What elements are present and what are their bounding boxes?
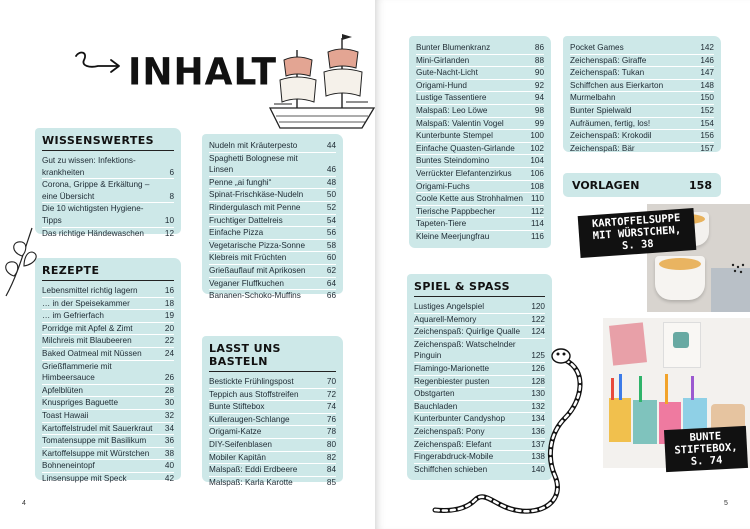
toc-entry-page: 26 <box>164 373 174 383</box>
toc-entry-page: 130 <box>531 389 545 399</box>
toc-entry <box>42 335 174 348</box>
toc-entry <box>209 389 336 402</box>
toc-entry <box>209 252 336 265</box>
toc-entry-title: Zeichenspaß: Bär <box>570 143 635 153</box>
toc-entry <box>42 397 174 410</box>
caption-stiftebox: BUNTE STIFTEBOX, S. 74 <box>664 426 748 472</box>
toc-entry <box>42 155 174 179</box>
toc-entry <box>416 105 544 118</box>
toc-entry <box>570 42 714 55</box>
toc-entry-title: Origami-Fuchs <box>416 181 470 191</box>
toc-entry-title: Obstgarten <box>414 389 455 399</box>
toc-entry-title: Bauchladen <box>414 401 458 411</box>
toc-entry-page: 142 <box>700 43 714 52</box>
toc-entry-page: 22 <box>164 336 174 346</box>
toc-entry-page: 28 <box>164 385 174 395</box>
toc-entry <box>42 323 174 336</box>
toc-entry-page: 40 <box>164 461 174 471</box>
toc-entry <box>42 410 174 423</box>
toc-entry-title: Die 10 wichtigsten Hygiene-Tipps <box>42 204 144 225</box>
toc-entry-title: Aquarell-Memory <box>414 314 477 324</box>
toc-entry-title: Toast Hawaii <box>42 410 89 420</box>
toc-entry-title: Knuspriges Baguette <box>42 398 119 408</box>
toc-entry <box>414 326 545 339</box>
toc-entry <box>209 452 336 465</box>
toc-entry-page: 90 <box>534 68 544 78</box>
toc-entry-page: 46 <box>326 165 336 175</box>
toc-entry <box>42 228 174 240</box>
toc-entry-title: Einfache Pizza <box>209 228 264 238</box>
toc-entry-page: 54 <box>326 215 336 225</box>
snake-doodle-icon <box>415 340 625 520</box>
toc-entry-title: Das richtige Händewaschen <box>42 228 144 238</box>
toc-entry <box>416 206 544 219</box>
toc-entry-title: Grießflammerie mit Himbeersauce <box>42 361 112 383</box>
toc-entry-title: Spaghetti Bolognese mit Linsen <box>209 153 298 175</box>
toc-entry-page: 32 <box>164 410 174 420</box>
toc-entry <box>42 361 174 385</box>
toc-entry-page: 148 <box>700 80 714 90</box>
toc-entry <box>570 92 714 105</box>
toc-entry-page: 38 <box>164 448 174 458</box>
toc-entry-title: Linsensuppe mit Speck <box>42 473 127 483</box>
toc-entry-title: Veganer Fluffkuchen <box>209 278 284 288</box>
toc-entry-title: Gut zu wissen: Infektions-krankheiten <box>42 156 136 177</box>
toc-entry <box>416 92 544 105</box>
toc-entry <box>209 439 336 452</box>
toc-entry-page: 44 <box>326 141 336 150</box>
toc-entry <box>570 143 714 155</box>
toc-entry-title: Murmelbahn <box>570 93 616 103</box>
toc-entry-title: Origami-Hund <box>416 80 467 90</box>
toc-entry <box>42 385 174 398</box>
toc-entry-title: Zeichenspaß: Quirlige Qualle <box>414 327 521 337</box>
toc-entry-page: 125 <box>531 351 545 361</box>
toc-entry-title: Kleine Meerjungfrau <box>416 231 490 241</box>
toc-entry-title: Vegetarische Pizza-Sonne <box>209 240 306 250</box>
toc-entry <box>416 118 544 131</box>
toc-entry-title: Teppich aus Stoffstreifen <box>209 389 299 399</box>
toc-entry-title: Apfelblüten <box>42 385 83 395</box>
toc-entry-title: Kunterbunter Candyshop <box>414 414 506 424</box>
toc-entry-title: Penne „ai funghi“ <box>209 177 272 187</box>
toc-entry <box>42 310 174 323</box>
toc-entry <box>42 473 174 485</box>
toc-entry-title: Bunter Spielwald <box>570 105 632 115</box>
toc-entry-title: Bohneneintopf <box>42 461 95 471</box>
toc-entry-title: Zeichenspaß: Pony <box>414 426 485 436</box>
toc-entry-title: Malspaß: Valentin Vogel <box>416 118 504 128</box>
toc-entry <box>209 278 336 291</box>
toc-entry-title: Milchreis mit Blaubeeren <box>42 336 132 346</box>
toc-entry-page: 100 <box>530 131 544 141</box>
toc-entry-page: 138 <box>531 452 545 462</box>
toc-entry-title: Malspaß: Leo Löwe <box>416 105 488 115</box>
section-heading: SPIEL & SPASS <box>414 280 545 297</box>
toc-entry <box>570 105 714 118</box>
toc-entry <box>416 130 544 143</box>
toc-entry-title: Zeichenspaß: Krokodil <box>570 131 652 141</box>
toc-entry-page: 78 <box>326 427 336 437</box>
toc-entry-page: 104 <box>530 156 544 166</box>
toc-entry-page: 98 <box>534 105 544 115</box>
toc-entry-title: Bunter Blumenkranz <box>416 43 491 52</box>
toc-entry-page: 136 <box>531 426 545 436</box>
toc-entry <box>209 240 336 253</box>
toc-list <box>416 42 544 243</box>
right-page <box>375 0 750 529</box>
section-rezepte-continued <box>202 134 343 301</box>
section-basteln-continued <box>409 36 551 248</box>
toc-entry-page: 72 <box>326 389 336 399</box>
toc-entry-page: 8 <box>169 191 174 201</box>
section-spiel-spass-continued <box>563 36 721 152</box>
toc-entry-title: Mini-Girlanden <box>416 55 470 65</box>
section-heading: REZEPTE <box>42 264 174 281</box>
leaf-doodle-icon <box>2 222 44 300</box>
toc-entry-page: 34 <box>164 423 174 433</box>
toc-entry-title: Tapeten-Tiere <box>416 219 467 229</box>
toc-entry <box>416 181 544 194</box>
toc-entry-page: 114 <box>530 219 544 229</box>
toc-entry <box>416 218 544 231</box>
page-number-left: 4 <box>22 500 26 507</box>
toc-entry-title: Tierische Pappbecher <box>416 206 496 216</box>
toc-entry <box>209 376 336 389</box>
toc-entry-page: 106 <box>530 168 544 178</box>
toc-entry-page: 62 <box>326 265 336 275</box>
toc-entry-page: 128 <box>531 376 545 386</box>
toc-entry-page: 70 <box>326 377 336 386</box>
toc-entry-page: 30 <box>164 398 174 408</box>
toc-entry-page: 126 <box>531 363 545 373</box>
arrow-doodle-icon <box>74 48 124 78</box>
dots-doodle-icon <box>730 262 748 276</box>
toc-entry-page: 56 <box>326 228 336 238</box>
toc-entry-page: 58 <box>326 240 336 250</box>
toc-entry <box>416 55 544 68</box>
toc-entry-page: 86 <box>534 43 544 52</box>
toc-entry-title: Pocket Games <box>570 43 624 52</box>
toc-entry <box>209 140 336 153</box>
toc-entry-page: 48 <box>326 177 336 187</box>
toc-entry-title: Coole Kette aus Strohhalmen <box>416 194 523 204</box>
toc-list <box>570 42 714 154</box>
toc-entry-page: 74 <box>326 402 336 412</box>
toc-entry-title: Bunte Stiftebox <box>209 402 265 412</box>
page-number-right: 5 <box>724 500 728 507</box>
toc-entry-title: Flamingo-Marionette <box>414 363 490 373</box>
toc-entry <box>416 42 544 55</box>
toc-entry-page: 99 <box>534 118 544 128</box>
toc-entry-title: Baked Oatmeal mit Nüssen <box>42 348 142 358</box>
toc-entry-title: … in der Speisekammer <box>42 298 130 308</box>
toc-list <box>42 155 174 239</box>
section-rezepte <box>35 258 181 483</box>
toc-entry-title: Zeichenspaß: Giraffe <box>570 55 647 65</box>
toc-entry <box>209 464 336 477</box>
toc-entry-page: 82 <box>326 452 336 462</box>
toc-entry-title: Kunterbunte Stempel <box>416 131 493 141</box>
toc-entry-title: Zeichenspaß: Elefant <box>414 439 492 449</box>
toc-entry <box>42 203 174 227</box>
toc-entry-title: Fingerabdruck-Mobile <box>414 452 494 462</box>
toc-entry-page: 36 <box>164 436 174 446</box>
toc-entry-title: Rindergulasch mit Penne <box>209 202 301 212</box>
toc-entry-page: 85 <box>326 477 336 487</box>
toc-entry-title: Buntes Steindomino <box>416 156 490 166</box>
vorlagen-page: 158 <box>689 178 712 192</box>
toc-entry-page: 12 <box>164 228 174 238</box>
toc-entry-title: Kartoffelsuppe mit Würstchen <box>42 448 150 458</box>
toc-entry <box>42 435 174 448</box>
toc-entry-page: 52 <box>326 202 336 212</box>
toc-entry <box>416 231 544 243</box>
toc-entry <box>42 448 174 461</box>
toc-entry <box>209 153 336 177</box>
toc-entry-title: Spinat-Frischkäse-Nudeln <box>209 190 304 200</box>
toc-entry <box>42 423 174 436</box>
section-vorlagen <box>563 173 721 197</box>
toc-entry-title: Lebensmittel richtig lagern <box>42 286 138 295</box>
toc-entry-page: 108 <box>530 181 544 191</box>
toc-entry-page: 18 <box>164 298 174 308</box>
toc-entry-page: 116 <box>530 231 544 241</box>
toc-entry-title: Malspaß: Karla Karotte <box>209 477 293 487</box>
toc-entry-page: 132 <box>531 401 545 411</box>
toc-entry <box>42 285 174 298</box>
toc-entry-page: 66 <box>326 291 336 301</box>
toc-entry-page: 94 <box>534 93 544 103</box>
toc-entry-page: 16 <box>164 286 174 295</box>
toc-entry-title: DIY-Seifenblasen <box>209 439 272 449</box>
section-wissenswertes <box>35 128 181 238</box>
toc-entry <box>414 301 545 314</box>
toc-entry <box>414 314 545 327</box>
toc-entry-title: Aufräumen, fertig, los! <box>570 118 651 128</box>
caption-soup: KARTOFFELSUPPE MIT WÜRSTCHEN, S. 38 <box>578 208 697 258</box>
toc-entry-page: 120 <box>531 302 545 311</box>
toc-entry-title: Bestickte Frühlingspost <box>209 377 294 386</box>
toc-entry-page: 140 <box>531 464 545 474</box>
toc-entry-page: 137 <box>531 439 545 449</box>
toc-entry-page: 102 <box>530 143 544 153</box>
toc-entry <box>416 193 544 206</box>
toc-entry-page: 76 <box>326 414 336 424</box>
toc-entry <box>570 67 714 80</box>
toc-entry <box>570 130 714 143</box>
toc-entry-title: Fruchtiger Dattelreis <box>209 215 283 225</box>
toc-entry-page: 10 <box>164 215 174 225</box>
toc-entry-title: Nudeln mit Kräuterpesto <box>209 141 298 150</box>
toc-entry-title: Schiffchen schieben <box>414 464 488 474</box>
toc-entry-title: Einfache Quasten-Girlande <box>416 143 515 153</box>
section-heading: WISSENSWERTES <box>42 134 174 151</box>
pirate-ship-icon <box>262 30 377 135</box>
toc-entry <box>42 179 174 203</box>
toc-entry-page: 60 <box>326 253 336 263</box>
toc-entry <box>570 55 714 68</box>
toc-entry-page: 156 <box>700 131 714 141</box>
toc-entry <box>209 227 336 240</box>
vorlagen-label: VORLAGEN <box>572 178 640 192</box>
toc-entry-title: Tomatensuppe mit Basilikum <box>42 436 147 446</box>
toc-entry <box>209 177 336 190</box>
toc-entry-title: Regenbiester pusten <box>414 376 490 386</box>
toc-entry <box>209 265 336 278</box>
toc-entry-title: Origami-Katze <box>209 427 262 437</box>
toc-entry-page: 92 <box>534 80 544 90</box>
toc-entry-page: 124 <box>531 327 545 337</box>
toc-entry <box>42 298 174 311</box>
toc-entry-title: Mobiler Kapitän <box>209 452 266 462</box>
toc-entry-title: Malspaß: Eddi Erdbeere <box>209 465 298 475</box>
toc-entry-title: Klebreis mit Früchten <box>209 253 287 263</box>
toc-entry-title: Zeichenspaß: Tukan <box>570 68 645 78</box>
toc-entry <box>209 426 336 439</box>
toc-entry <box>416 80 544 93</box>
toc-entry <box>416 155 544 168</box>
toc-entry <box>209 202 336 215</box>
section-basteln <box>202 336 343 487</box>
toc-entry-title: Lustiges Angelspiel <box>414 302 485 311</box>
toc-entry-page: 147 <box>700 68 714 78</box>
toc-entry-title: Schiffchen aus Eierkarton <box>570 80 664 90</box>
toc-entry-page: 112 <box>530 206 544 216</box>
toc-entry-page: 152 <box>700 105 714 115</box>
toc-entry <box>209 290 336 302</box>
toc-entry-page: 146 <box>700 55 714 65</box>
toc-entry-page: 50 <box>326 190 336 200</box>
toc-entry-title: Corona, Grippe & Erkältung – eine Übersicht <box>42 180 150 201</box>
toc-entry-page: 110 <box>530 194 544 204</box>
toc-entry-page: 64 <box>326 278 336 288</box>
toc-entry <box>42 460 174 473</box>
toc-entry-page: 84 <box>326 465 336 475</box>
toc-entry-page: 20 <box>164 323 174 333</box>
toc-list <box>209 376 336 488</box>
toc-entry-title: Kulleraugen-Schlange <box>209 414 290 424</box>
toc-entry <box>42 348 174 361</box>
toc-entry <box>416 168 544 181</box>
toc-entry <box>416 143 544 156</box>
section-heading: LASST UNS BASTELN <box>209 342 336 372</box>
toc-entry-title: Kartoffelstrudel mit Sauerkraut <box>42 423 153 433</box>
toc-entry-title: Verrückter Elefantenzirkus <box>416 168 512 178</box>
toc-entry <box>416 67 544 80</box>
toc-entry-page: 24 <box>164 348 174 358</box>
toc-entry-title: Bananen-Schoko-Muffins <box>209 291 301 301</box>
toc-entry-title: Lustige Tassentiere <box>416 93 487 103</box>
toc-entry-page: 42 <box>164 473 174 483</box>
toc-entry-page: 88 <box>534 55 544 65</box>
toc-entry <box>209 414 336 427</box>
toc-entry-page: 157 <box>700 143 714 153</box>
toc-list <box>209 140 336 302</box>
toc-entry <box>209 477 336 489</box>
toc-entry <box>209 401 336 414</box>
toc-entry-title: Gute-Nacht-Licht <box>416 68 478 78</box>
toc-entry-title: Grießauflauf mit Aprikosen <box>209 265 306 275</box>
toc-entry-page: 150 <box>700 93 714 103</box>
toc-entry <box>570 80 714 93</box>
toc-entry-page: 6 <box>169 167 174 177</box>
toc-entry-page: 122 <box>531 314 545 324</box>
toc-entry-title: Zeichenspaß: Watschelnder Pinguin <box>414 339 516 361</box>
toc-list <box>42 285 174 485</box>
toc-entry <box>209 215 336 228</box>
toc-entry-page: 19 <box>164 311 174 321</box>
toc-entry <box>209 189 336 202</box>
toc-entry <box>570 118 714 131</box>
toc-entry-page: 134 <box>531 414 545 424</box>
toc-entry-title: … im Gefrierfach <box>42 311 104 321</box>
toc-entry-page: 154 <box>700 118 714 128</box>
toc-entry-title: Porridge mit Apfel & Zimt <box>42 323 133 333</box>
toc-entry-page: 80 <box>326 439 336 449</box>
page-title: INHALT <box>128 50 278 95</box>
